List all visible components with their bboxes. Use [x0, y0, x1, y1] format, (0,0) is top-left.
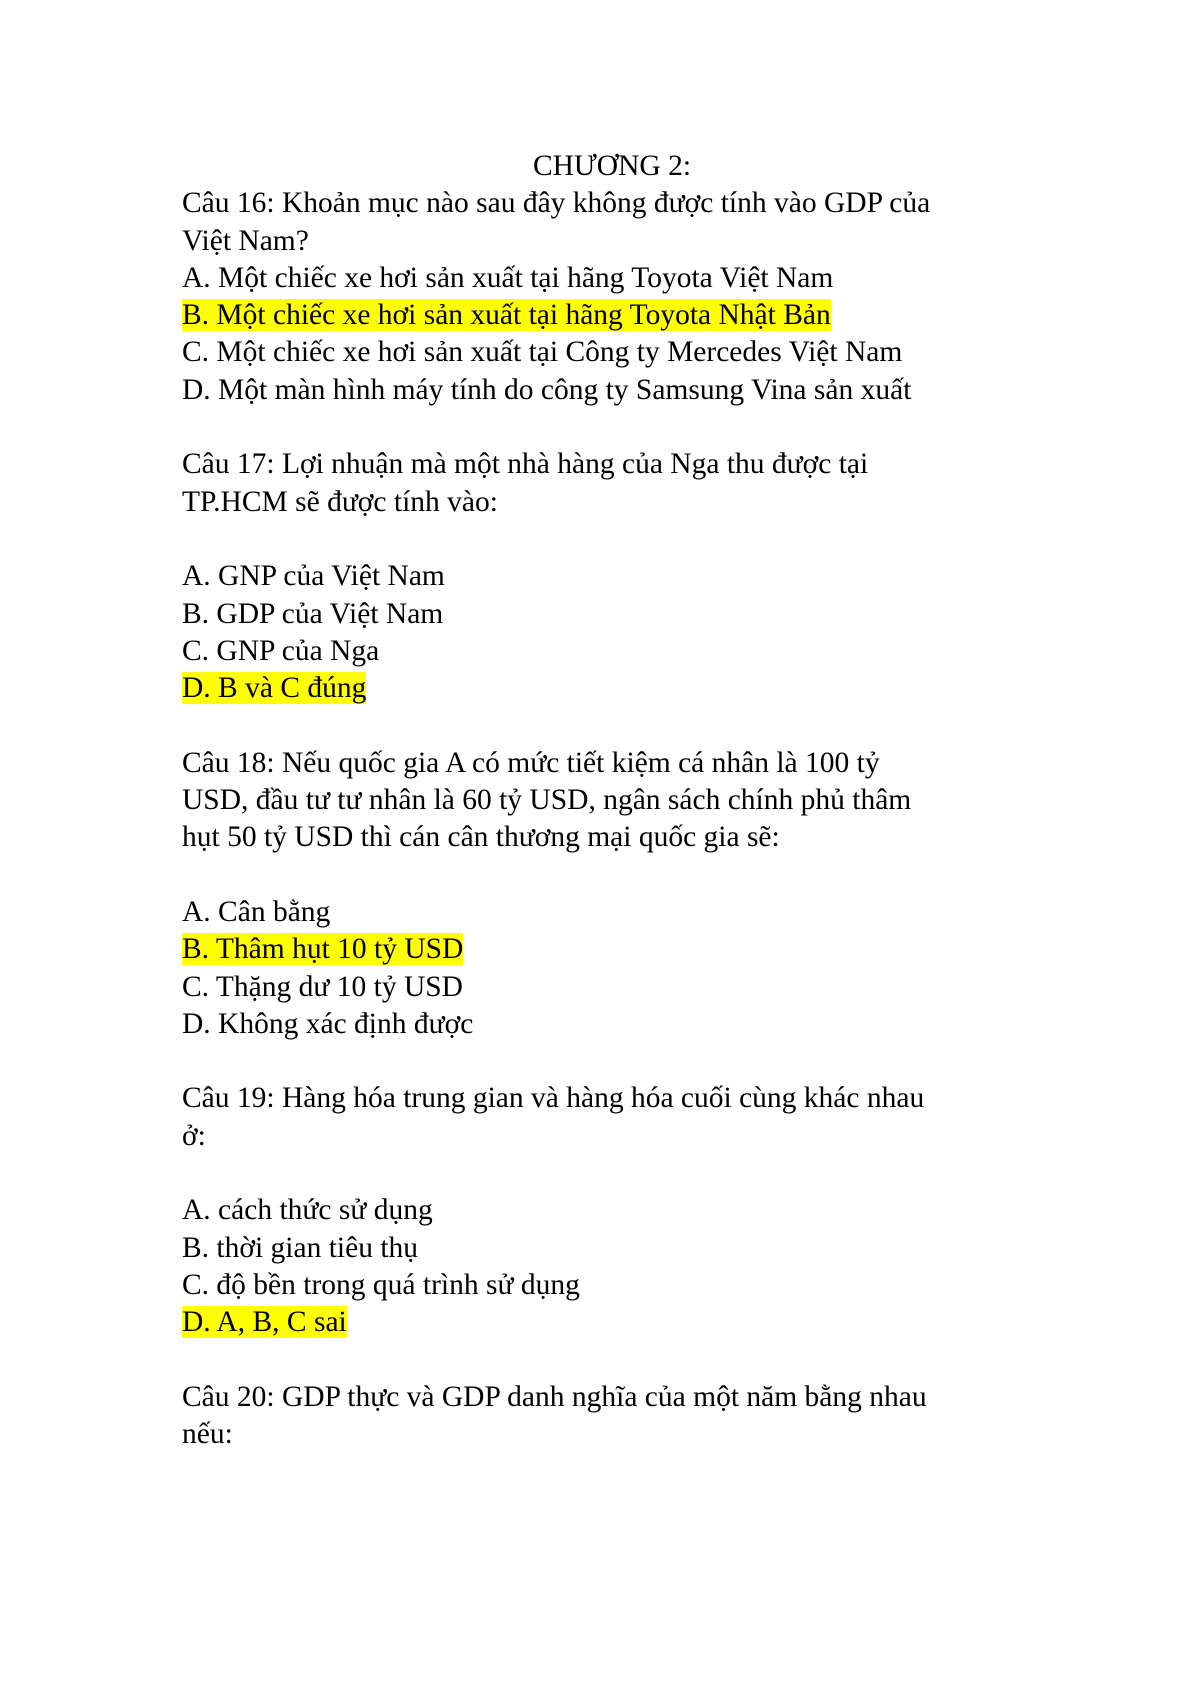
question-17-prompt-line-1: Câu 17: Lợi nhuận mà một nhà hàng của Nga thu được tại	[182, 448, 869, 481]
question-17	[182, 446, 1042, 707]
question-19-option-d-highlighted: D. A, B, C sai	[182, 1306, 347, 1339]
blank-line	[182, 857, 1042, 894]
question-17-option-b: B. GDP của Việt Nam	[182, 597, 444, 630]
question-19-prompt-line-2: ở:	[182, 1119, 206, 1152]
blank-line	[182, 521, 1042, 558]
chapter-title: CHƯƠNG 2:	[532, 150, 692, 182]
question-19-option-b: B. thời gian tiêu thụ	[182, 1231, 419, 1264]
question-16	[182, 185, 1042, 409]
question-19-option-c: C. độ bền trong quá trình sử dụng	[182, 1268, 580, 1301]
blank-line	[182, 1342, 1042, 1379]
question-19-option-a: A. cách thức sử dụng	[182, 1194, 433, 1227]
question-16-option-a: A. Một chiếc xe hơi sản xuất tại hãng Toyota Việt Nam	[182, 261, 834, 294]
question-17-option-a: A. GNP của Việt Nam	[182, 560, 445, 593]
question-18-option-b-highlighted: B. Thâm hụt 10 tỷ USD	[182, 933, 464, 966]
question-18-option-d: D. Không xác định được	[182, 1007, 474, 1040]
question-18-prompt-line-3: hụt 50 tỷ USD thì cán cân thương mại quốc gia sẽ:	[182, 821, 780, 854]
question-18-prompt-line-1: Câu 18: Nếu quốc gia A có mức tiết kiệm cá nhân là 100 tỷ	[182, 746, 880, 779]
blank-line	[182, 1043, 1042, 1080]
question-18-option-c: C. Thặng dư 10 tỷ USD	[182, 970, 463, 1003]
question-20	[182, 1379, 1042, 1454]
question-17-prompt-line-2: TP.HCM sẽ được tính vào:	[182, 485, 498, 518]
blank-line	[182, 409, 1042, 446]
question-16-prompt-line-2: Việt Nam?	[182, 224, 309, 257]
blank-line	[182, 1155, 1042, 1192]
question-20-prompt-line-2: nếu:	[182, 1418, 233, 1451]
question-18-option-a: A. Cân bằng	[182, 895, 331, 928]
blank-line	[182, 707, 1042, 744]
question-16-option-d: D. Một màn hình máy tính do công ty Samsung Vina sản xuất	[182, 373, 912, 406]
question-18	[182, 745, 1042, 1043]
question-17-option-d-highlighted: D. B và C đúng	[182, 672, 367, 705]
question-16-prompt-line-1: Câu 16: Khoản mục nào sau đây không được tính vào GDP của	[182, 187, 931, 220]
question-19-prompt-line-1: Câu 19: Hàng hóa trung gian và hàng hóa cuối cùng khác nhau	[182, 1082, 925, 1115]
question-19	[182, 1080, 1042, 1341]
document-page	[182, 148, 1042, 1453]
question-20-prompt-line-1: Câu 20: GDP thực và GDP danh nghĩa của một năm bằng nhau	[182, 1380, 927, 1413]
question-16-option-b-highlighted: B. Một chiếc xe hơi sản xuất tại hãng Toyota Nhật Bản	[182, 299, 831, 332]
question-16-option-c: C. Một chiếc xe hơi sản xuất tại Công ty Mercedes Việt Nam	[182, 336, 903, 369]
question-17-option-c: C. GNP của Nga	[182, 634, 380, 667]
question-18-prompt-line-2: USD, đầu tư tư nhân là 60 tỷ USD, ngân sách chính phủ thâm	[182, 784, 912, 817]
